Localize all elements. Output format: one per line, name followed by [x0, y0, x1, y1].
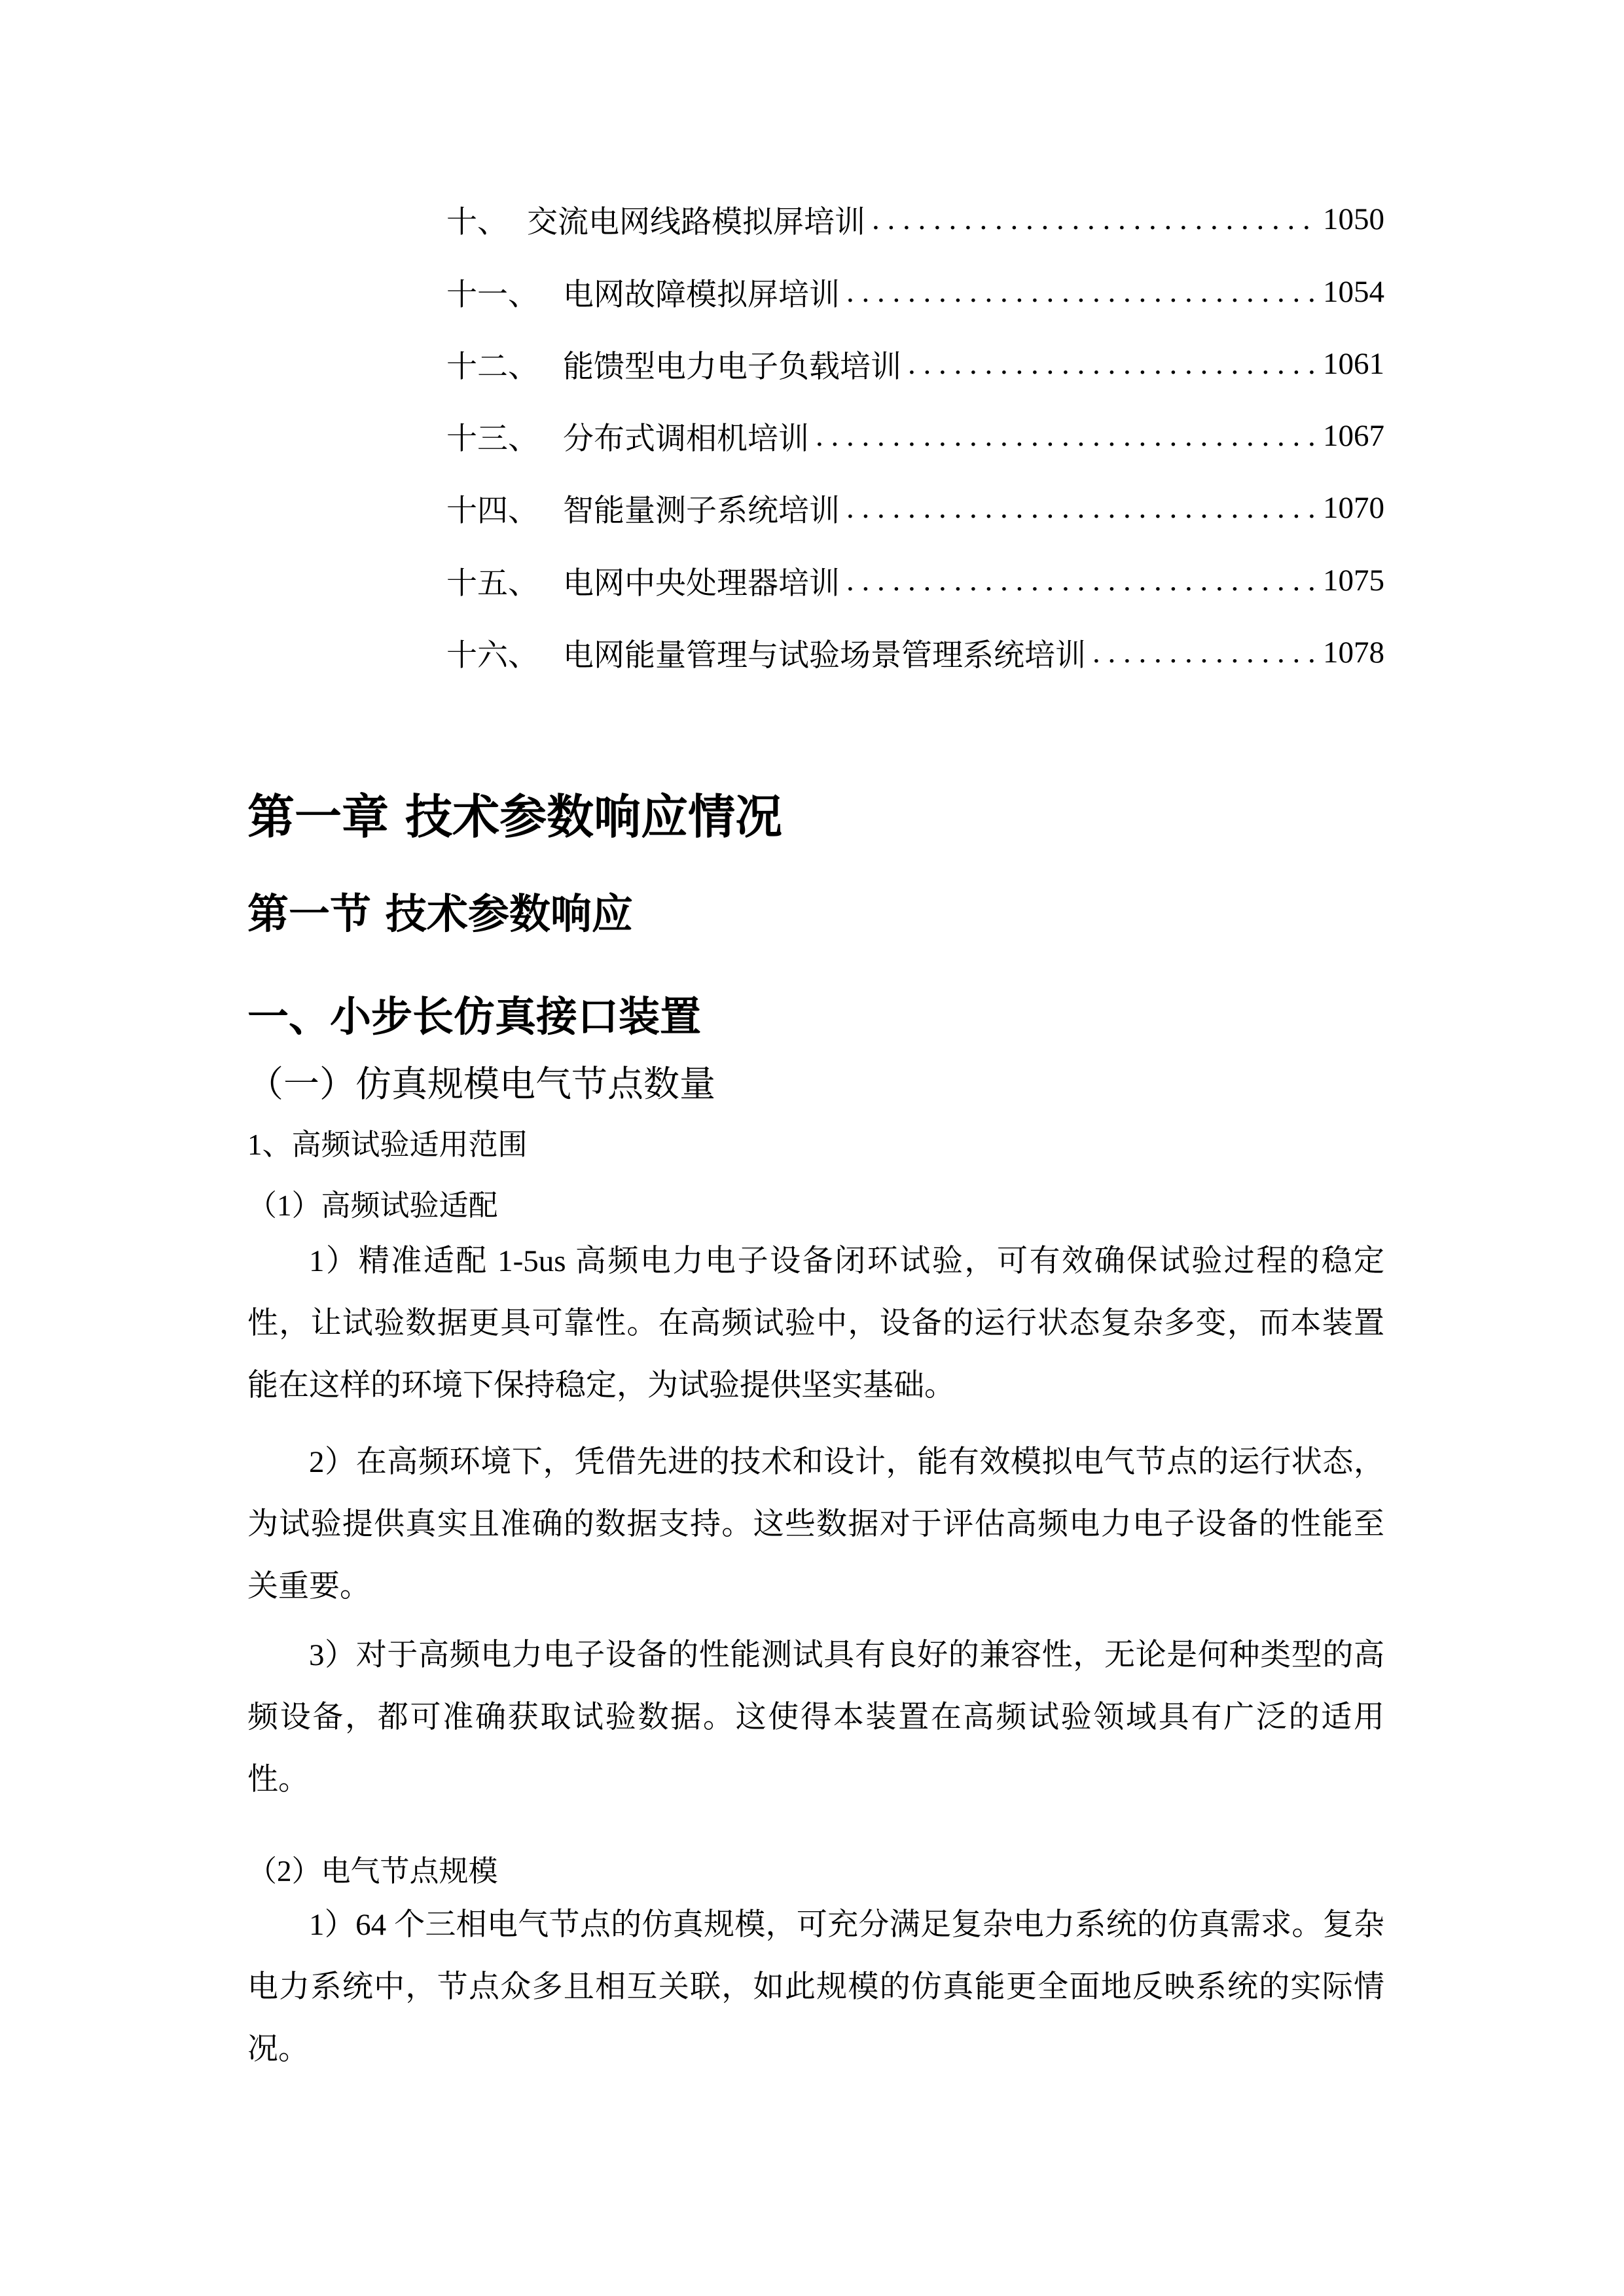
toc-entry-number: 十三、	[446, 422, 539, 456]
toc-leader-dots	[846, 490, 1316, 526]
toc-leader-dots	[1092, 635, 1316, 670]
subheading-node-scale: （2）电气节点规模	[247, 1855, 498, 1888]
toc-entry-number: 十一、	[446, 278, 539, 312]
toc-entry-title: 交流电网线路模拟屏培训	[527, 205, 865, 240]
toc-entry[interactable]	[446, 341, 1384, 387]
toc-entry-number: 十五、	[446, 566, 539, 601]
toc-entry-title: 电网能量管理与试验场景管理系统培训	[563, 638, 1086, 673]
paragraph: 1）精准适配 1-5us 高频电力电子设备闭环试验，可有效确保试验过程的稳定性，让试验数据更具可靠性。在高频试验中，设备的运行状态复杂多变，而本装置能在这样的环境下保持稳定，为试验提供坚实基础。	[247, 1244, 1384, 1403]
toc-entry-page: 1050	[1323, 202, 1384, 236]
toc-leader-dots	[872, 202, 1316, 237]
toc-entry-title: 电网故障模拟屏培训	[563, 278, 840, 312]
toc-entry-number: 十二、	[446, 350, 539, 384]
toc-leader-dots	[846, 563, 1316, 598]
toc-entry[interactable]	[446, 269, 1384, 315]
toc-entry-page: 1054	[1323, 275, 1384, 309]
toc-entry[interactable]	[446, 630, 1384, 675]
toc-entry-page: 1070	[1323, 491, 1384, 525]
toc-entry-number: 十六、	[446, 638, 539, 673]
toc-entry-title: 电网中央处理器培训	[563, 566, 840, 601]
toc-entry[interactable]	[446, 413, 1384, 459]
toc-entry-page: 1067	[1323, 419, 1384, 453]
toc-entry[interactable]	[446, 196, 1384, 242]
toc-entry[interactable]	[446, 485, 1384, 531]
heading-level-3: 1、高频试验适用范围	[247, 1128, 528, 1161]
toc-entry-number: 十、	[446, 205, 508, 240]
subheading-high-frequency-adaptation: （1）高频试验适配	[247, 1189, 498, 1222]
heading-level-1: 一、小步长仿真接口装置	[247, 993, 701, 1041]
toc-entry-page: 1075	[1323, 564, 1384, 598]
toc-entry-title: 分布式调相机培训	[563, 422, 809, 456]
toc-entry-title: 智能量测子系统培训	[563, 493, 840, 528]
toc-leader-dots	[816, 418, 1316, 454]
chapter-title: 第一章 技术参数响应情况	[247, 789, 783, 844]
toc-entry-page: 1078	[1323, 636, 1384, 670]
toc-leader-dots	[846, 274, 1316, 310]
toc-entry-page: 1061	[1323, 347, 1384, 381]
paragraph: 1）64 个三相电气节点的仿真规模，可充分满足复杂电力系统的仿真需求。复杂电力系统中，节点众多且相互关联，如此规模的仿真能更全面地反映系统的实际情况。	[247, 1908, 1384, 2066]
paragraph: 2）在高频环境下，凭借先进的技术和设计，能有效模拟电气节点的运行状态，为试验提供真实且准确的数据支持。这些数据对于评估高频电力电子设备的性能至关重要。	[247, 1445, 1384, 1604]
toc-entry-title: 能馈型电力电子负载培训	[563, 350, 901, 384]
paragraph: 3）对于高频电力电子设备的性能测试具有良好的兼容性，无论是何种类型的高频设备，都可准确获取试验数据。这使得本装置在高频试验领域具有广泛的适用性。	[247, 1638, 1384, 1797]
toc-entry-number: 十四、	[446, 493, 539, 528]
toc-entry[interactable]	[446, 558, 1384, 603]
heading-level-2: （一）仿真规模电气节点数量	[247, 1064, 716, 1104]
toc-leader-dots	[908, 346, 1316, 382]
section-title: 第一节 技术参数响应	[247, 890, 633, 938]
